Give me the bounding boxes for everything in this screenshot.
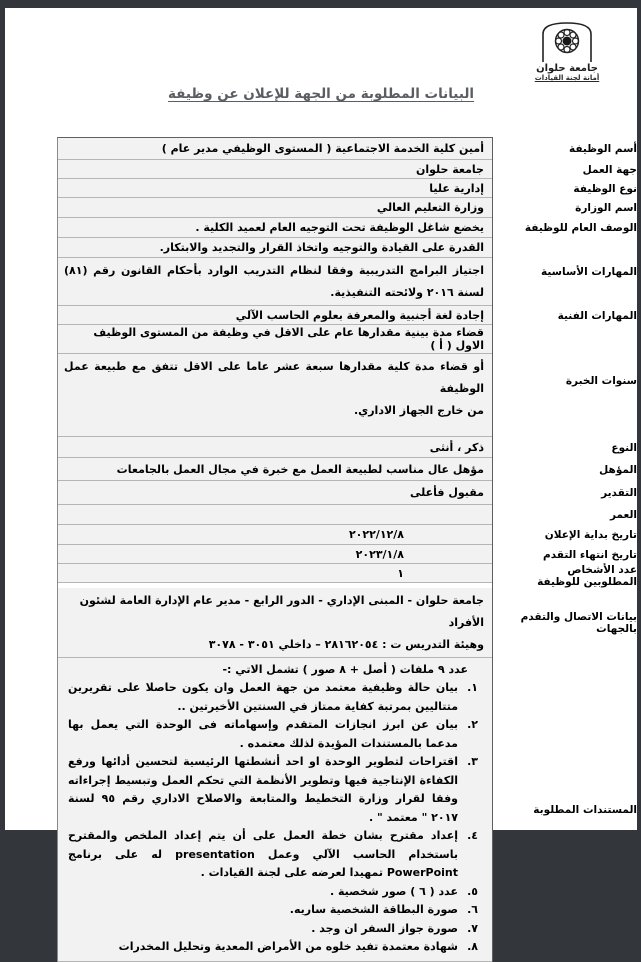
field-value-group [57,564,493,588]
field-label: تاريخ انتهاء التقدم [543,548,637,561]
form-row [57,525,637,545]
field-label: سنوات الخبرة [565,375,637,387]
field-value [58,437,492,458]
field-value-line: القدرة على القيادة والتوجيه واتخاذ القرار والتجديد والابتكار. [159,241,484,254]
field-label: التقدير [601,487,637,499]
field-value-line: إجادة لغة أجنبية والمعرفة بعلوم الحاسب الآلي [235,308,484,322]
field-value [58,306,492,325]
form-row [57,179,637,198]
list-item-number: ٥. [467,884,478,898]
field-value-line: جامعة حلوان - المبنى الإداري - الدور الرابع - مدير عام الإدارة العامة لشئون الأفراد [79,594,484,629]
list-item-text: بيان حالة وظيفية معتمد من جهة العمل وان يكون حاصلا على تقريرين متتاليين بمرتبة كفاية ممتاز في السنتين الأخيرتين .. [68,681,458,713]
form-row [57,437,637,458]
field-value-group [57,306,493,325]
field-value-group [57,588,493,658]
list-item-text: صورة جواز السفر ان وجد . [311,921,458,935]
document-list-item [68,827,478,882]
form-row [57,658,637,962]
form-row [57,458,637,481]
list-item-number: ٨. [467,940,478,954]
form-row [57,545,637,564]
field-label: المهارات الأساسية [541,266,637,278]
field-value-group [57,437,493,458]
field-label: الوصف العام للوظيفة [524,222,637,234]
field-value [58,198,492,218]
form-row [57,198,637,218]
field-value-group [57,218,493,238]
field-value-line: عدد ٩ ملفات ( أصل + ٨ صور ) تشمل الاتي :- [222,663,468,676]
field-value [58,238,492,258]
form-row [57,218,637,238]
field-value-group [57,458,493,481]
form-row [57,588,637,658]
field-value [58,564,492,583]
field-value [58,354,492,437]
document-list-item [68,679,478,716]
form-row [57,160,637,179]
field-value-group [57,238,493,306]
list-item-text: بيان عن ابرز انجازات المتقدم وإسهاماته فى الوحدة التي يعمل بها مدعما بالمستندات المؤيدة لذلك معتمده . [68,718,458,750]
form-row [57,505,637,525]
list-item-number: ٢. [467,718,478,732]
document-list-item [68,716,478,753]
field-value [58,138,492,160]
document-list-item [68,753,478,827]
list-item-text: شهادة معتمدة تفيد خلوه من الأمراض المعدية وتحليل المخدرات [118,940,458,954]
form-row [57,238,637,306]
field-value-group [57,325,493,437]
field-value [58,588,492,658]
field-value-line: ٢٠٢٢/١٢/٨ [348,528,404,541]
field-value-line: اجتياز البرامج التدريبية وفقا لنظام التدريب الوارد بأحكام القانون رقم (٨١) [64,264,484,277]
field-value-group [57,545,493,564]
field-label: نوع الوظيفة [573,182,637,195]
field-value [58,505,492,525]
field-value-group [57,525,493,545]
field-value-line: وزارة التعليم العالي [376,201,484,214]
field-value-line: يخضع شاغل الوظيفة تحت التوجيه العام لعميد الكلية . [195,221,484,234]
document-page [5,8,637,954]
field-label: المستندات المطلوبة [533,803,637,816]
form-row [57,325,637,437]
form-row [57,564,637,588]
field-value-line: لسنة ٢٠١٦ ولائحته التنفيذية. [330,286,484,299]
field-label: تاريخ بداية الإعلان [544,529,637,541]
document-list-item [68,883,478,901]
logo-secretariat-name: أمانة لجنة القيادات [534,74,600,82]
form-row [57,306,637,325]
form-row [57,481,637,505]
field-value [58,160,492,179]
list-item-number: ١. [467,681,478,695]
document-list-item [68,920,478,938]
list-item-number: ٣. [467,755,478,769]
field-value [58,525,492,545]
field-value-group [57,505,493,525]
logo-emblem-icon [538,20,596,62]
field-value-line: ١ [397,566,404,580]
field-value [58,325,492,354]
field-label: عدد الأشخاص المطلوبين للوظيفة [537,564,637,588]
list-item-number: ٧. [467,921,478,935]
field-label: اسم الوزارة [575,202,637,214]
field-label: بيانات الاتصال والتقدم بالجهات [520,611,637,635]
field-value-line: قضاء مدة بينية مقدارها عام على الاقل في وظيفة من المستوى الوظيف الاول ( أ ) [93,326,484,352]
field-value-group [57,160,493,179]
list-item-number: ٤. [467,829,478,843]
field-value-line: إدارية عليا [429,181,484,195]
field-value-group [57,658,493,962]
field-value-line: مؤهل عال مناسب لطبيعة العمل مع خبرة في مجال العمل بالجامعات [116,462,484,476]
field-value-line: وهيئة التدريس ت : ٢٨١٦٢٠٥٤ – داخلي ٣٠٥١ - ٣٠٧٨ [208,638,484,651]
form-row [57,137,637,160]
university-logo [525,20,609,82]
list-item-number: ٦. [467,903,478,917]
field-value [58,179,492,198]
form-table [57,137,637,954]
field-label: المهارات الفنية [557,309,637,322]
list-item-text: إعداد مقترح بشان خطة العمل على أن يتم إعداد الملخص والمقترح باستخدام الحاسب الآلي وعمل presentation له على برنامج PowerPoint تمهيدا لعرضه على لجنة القيادات . [68,829,459,880]
field-label: المؤهل [599,463,637,476]
field-value-group [57,179,493,198]
list-item-text: صورة البطاقة الشخصية ساريه. [289,903,458,917]
field-value [58,658,492,962]
field-value-line: جامعة حلوان [415,162,484,176]
field-value-line: أمين كلية الخدمة الاجتماعية ( المستوى الوظيفي مدير عام ) [161,142,484,155]
field-label: أسم الوظيفة [568,142,637,155]
field-value-line: ٢٠٢٣/١/٨ [355,547,404,561]
field-value-group [57,137,493,160]
field-value [58,545,492,564]
field-value [58,218,492,238]
list-item-text: اقتراحات لتطوير الوحدة او احد أنشطتها الرئيسية لتحسين أدائها ورفع الكفاءة الإنتاجية فيها وتطوير الأنظمة التي تحكم العمل وتبسيط إجراءاته وفقا لقرار وزارة التخطيط والمتابعة والاصلاح الاداري رقم ٩٥ لسنة ٢٠١٧ " معتمد " . [68,755,458,824]
field-value [58,258,492,306]
field-value-line: مقبول فأعلى [410,486,484,499]
field-value [58,481,492,505]
field-label: العمر [609,509,637,521]
field-label: جهة العمل [582,163,637,176]
document-list-item [68,901,478,919]
document-list-item [68,938,478,956]
field-value-line: أو قضاء مدة كلية مقدارها سبعة عشر عاما على الاقل تتفق مع طبيعة عمل الوظيفة [64,360,484,395]
field-value-line: ذكر ، أنثى [429,440,484,454]
field-value-group [57,198,493,218]
list-item-text: عدد ( ٦ ) صور شخصية . [329,884,458,898]
field-label: النوع [611,441,637,454]
field-value [58,458,492,481]
field-value-group [57,481,493,505]
logo-university-name: جامعة حلوان [536,63,598,74]
field-value-line: من خارج الجهاز الاداري. [353,404,484,417]
page-title: البيانات المطلوبة من الجهة للإعلان عن وظيفة [167,86,475,102]
